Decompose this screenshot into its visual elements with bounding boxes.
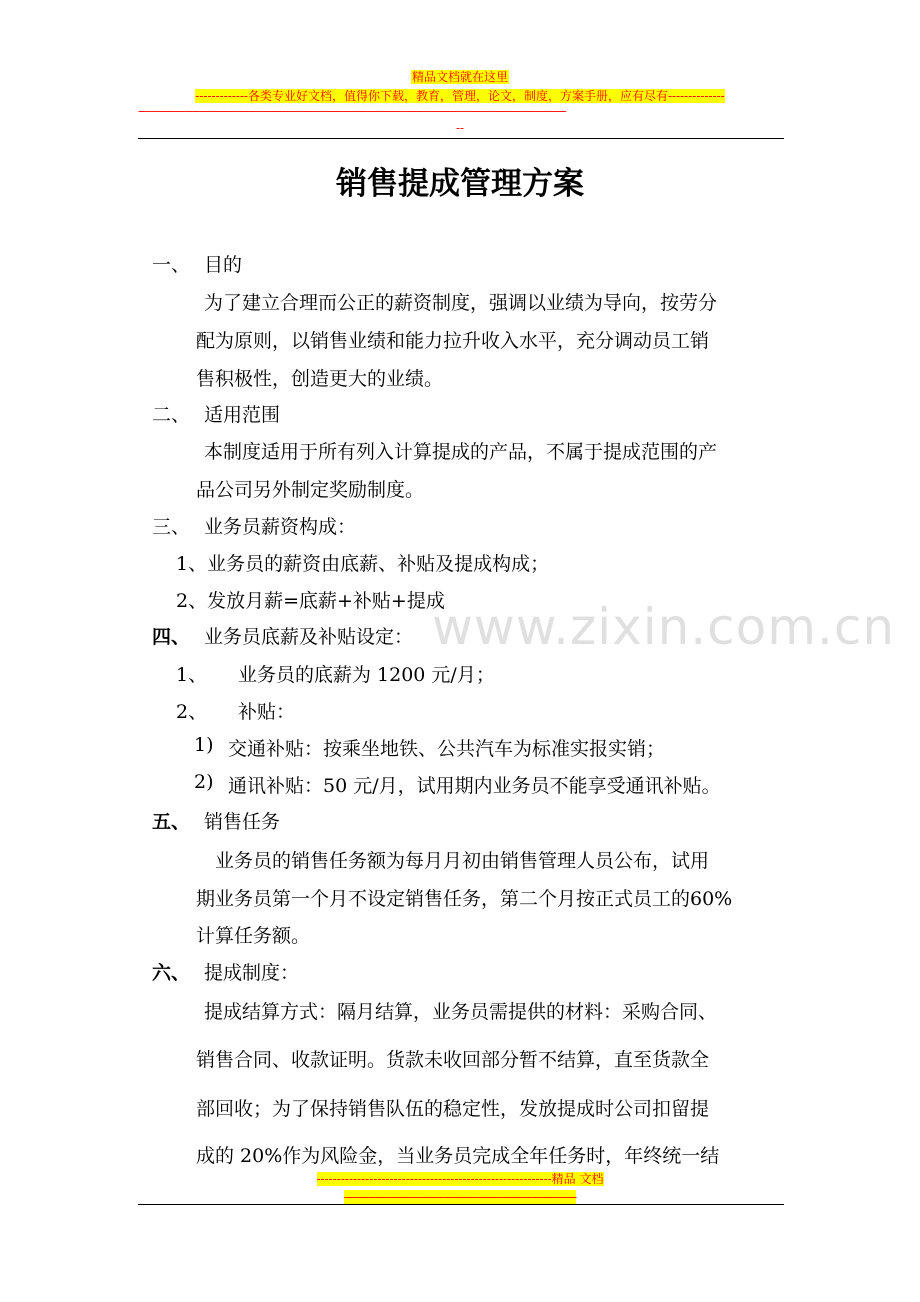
section-5-line-1: 业务员的销售任务额为每月月初由销售管理人员公布，试用	[215, 850, 710, 872]
section-4-sub-2-number: 2)	[194, 771, 214, 793]
section-1-title: 目的	[204, 254, 243, 276]
section-4-item-1-number: 1、	[176, 664, 208, 686]
section-6-line-2: 销售合同、收款证明。货款未收回部分暂不结算，直至货款全	[196, 1049, 710, 1071]
section-5-line-3: 计算任务额。	[196, 925, 311, 947]
section-5-line-2: 期业务员第一个月不设定销售任务，第二个月按正式员工的60%	[196, 888, 733, 910]
footer-dash-line: ----------------------------------------------------------------------------	[343, 1190, 577, 1204]
watermark: www.zixin.com.cn	[432, 598, 896, 656]
section-4-item-2-number: 2、	[176, 701, 208, 723]
section-5-number: 五、	[152, 811, 191, 833]
header-banner-tagline: -------------各类专业好文档，值得你下载，教育，管理，论文，制度，方案手册，应有尽有--------------	[195, 89, 725, 103]
section-2-line-1: 本制度适用于所有列入计算提成的产品，不属于提成范围的产	[204, 441, 718, 463]
section-2-title: 适用范围	[204, 404, 281, 426]
footer-rule	[138, 1204, 784, 1205]
section-4-item-2-text: 补贴：	[238, 701, 296, 723]
header-rule	[138, 138, 784, 139]
section-6-line-1: 提成结算方式：隔月结算，业务员需提供的材料：采购合同、	[204, 1001, 718, 1023]
section-1-line-3: 售积极性，创造更大的业绩。	[196, 368, 444, 390]
section-4-item-1-text: 业务员的底薪为 1200 元/月；	[238, 664, 495, 686]
document-title: 销售提成管理方案	[336, 166, 584, 202]
section-3-item-2: 2、发放月薪=底薪+补贴+提成	[176, 590, 445, 612]
section-4-sub-1-text: 交通补贴：按乘坐地铁、公共汽车为标准实报实销；	[228, 738, 666, 760]
section-1-line-1: 为了建立合理而公正的薪资制度，强调以业绩为导向，按劳分	[204, 292, 718, 314]
section-6-line-4: 成的 20%作为风险金，当业务员完成全年任务时，年终统一结	[196, 1145, 720, 1167]
section-4-title: 业务员底薪及补贴设定：	[204, 626, 414, 648]
section-4-sub-2-text: 通讯补贴：50 元/月，试用期内业务员不能享受通讯补贴。	[228, 775, 721, 797]
section-2-line-2: 品公司另外制定奖励制度。	[196, 479, 425, 501]
footer-banner: ----------------------------------------------------------精品 文档	[316, 1172, 604, 1186]
section-3-title: 业务员薪资构成：	[204, 516, 357, 538]
section-6-number: 六、	[152, 962, 191, 984]
section-3-number: 三、	[152, 516, 191, 538]
section-5-title: 销售任务	[204, 811, 281, 833]
section-6-line-3: 部回收；为了保持销售队伍的稳定性，发放提成时公司扣留提	[196, 1098, 710, 1120]
header-banner-title: 精品文档就在这里	[411, 70, 508, 84]
section-4-sub-1-number: 1)	[194, 734, 214, 756]
section-1-line-2: 配为原则，以销售业绩和能力拉升收入水平，充分调动员工销	[196, 330, 710, 352]
section-4-number: 四、	[152, 626, 191, 648]
section-6-title: 提成制度：	[204, 962, 300, 984]
header-dash-tail: --	[455, 121, 465, 135]
section-1-number: 一、	[152, 254, 191, 276]
section-2-number: 二、	[152, 404, 191, 426]
section-3-item-1: 1、业务员的薪资由底薪、补贴及提成构成；	[176, 553, 550, 575]
header-dash-line: --------------------------------------------------------------------------------------------------------------------------------------------	[138, 104, 566, 118]
